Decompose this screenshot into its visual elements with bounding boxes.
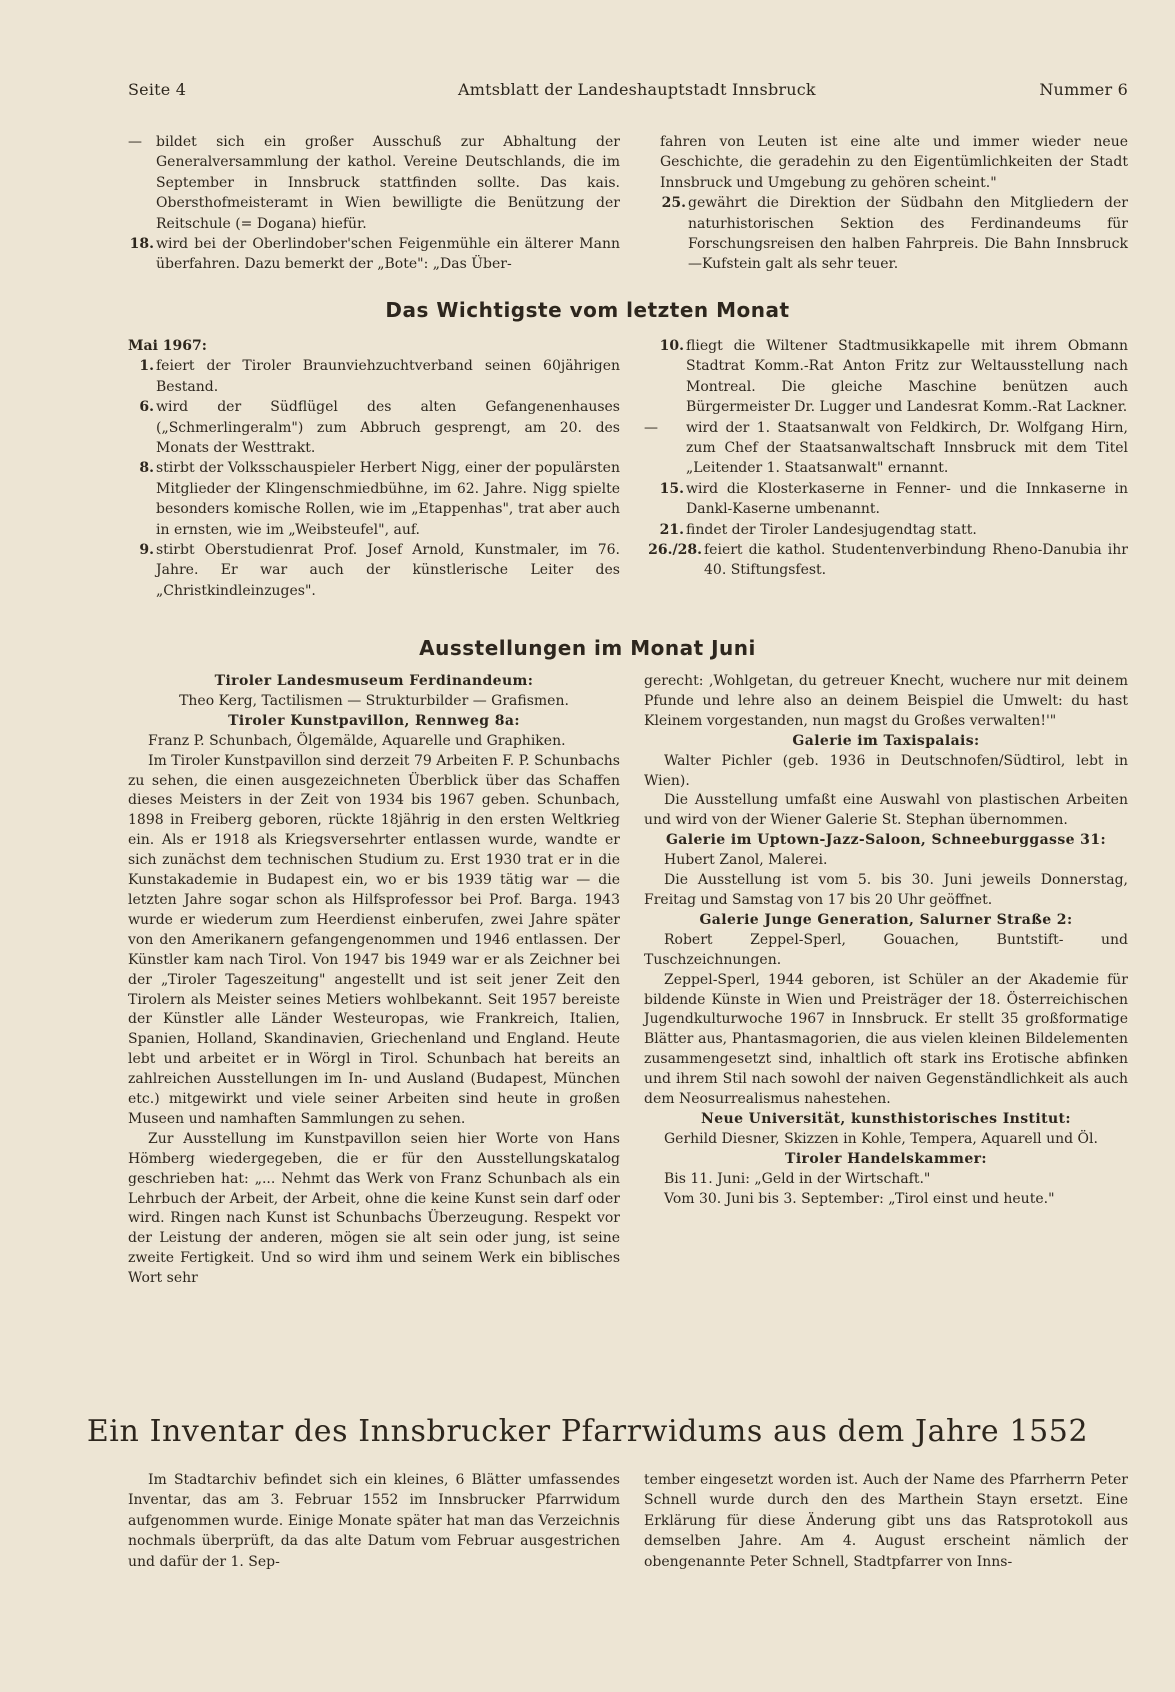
inventar-right-column <box>644 1470 1128 1572</box>
page-number: Seite 4 <box>128 80 187 99</box>
chronicle-entry: — bildet sich ein großer Ausschuß zur Abhaltung der Generalversammlung der kathol. Vereine Deutschlands, die im September in Innsbruck stattfinden sollte. Das kais. Obersthofmeisteramt in Wien bewilligte die Benützung der Reitschule (= Dogana) hiefür. <box>128 134 620 232</box>
chronicle-entry: 9. stirbt Oberstudienrat Prof. Josef Arnold, Kunstmaler, im 76. Jahre. Er war auch der künstlerische Leiter des „Christkindleinzuges". <box>139 542 620 599</box>
article-title-inventar: Ein Inventar des Innsbrucker Pfarrwidums aus dem Jahre 1552 <box>86 1414 1089 1449</box>
chronicle-entry: 1. feiert der Tiroler Braunviehzuchtverband seinen 60jährigen Bestand. <box>139 358 620 395</box>
venue-heading: Galerie Junge Generation, Salurner Straße 2: <box>699 911 1073 928</box>
exhibition-text: Zeppel-Sperl, 1944 geboren, ist Schüler an der Akademie für bildende Künste in Wien und Preisträger der 18. Österreichischen Jugendkulturwoche 1967 in Innsbruck. Er stellt 35 großformatige Blätter aus, Phantasmagorien, die aus vielen kleinen Bildelementen zusammengesetzt sind, inhaltlich oft stark ins Erotische abfinken und ihrem Stil nach sowohl der naiven Gegenständlichkeit als auch dem Neosurrealismus nahestehen. <box>644 971 1128 1108</box>
venue-heading: Galerie im Taxispalais: <box>792 732 980 749</box>
top-right-column <box>660 132 1128 275</box>
top-left-column <box>128 132 620 275</box>
chronicle-entry: 10. fliegt die Wiltener Stadtmusikkapelle mit ihrem Obmann Stadtrat Komm.-Rat Anton Fritz zur Weltausstellung nach Montreal. Die gleiche Maschine benützen auch Bürgermeister Dr. Lugger und Landesrat Komm.-Rat Lackner. <box>659 338 1128 416</box>
exhibition-text: Bis 11. Juni: „Geld in der Wirtschaft." <box>664 1170 931 1187</box>
inventar-left-column <box>128 1470 620 1572</box>
exhibition-text: Robert Zeppel-Sperl, Gouachen, Buntstift- und Tuschzeichnungen. <box>644 931 1128 968</box>
chronicle-entry: — wird der 1. Staatsanwalt von Feldkirch, Dr. Wolfgang Hirn, zum Chef der Staatsanwaltschaft Innsbruck mit dem Titel „Leitender 1. Staatsanwalt" ernannt. <box>644 419 1128 477</box>
venue-heading: Tiroler Landesmuseum Ferdinandeum: <box>214 673 534 689</box>
chronicle-entry: 6. wird der Südflügel des alten Gefangenenhauses („Schmerlingeralm") zum Abbruch gesprengt, am 20. des Monats der Westtrakt. <box>139 399 620 457</box>
exhibition-text: Gerhild Diesner, Skizzen in Kohle, Tempera, Aquarell und Öl. <box>664 1130 1098 1147</box>
section-title-wichtigste: Das Wichtigste vom letzten Monat <box>385 298 790 322</box>
exhibition-text: gerecht: ‚Wohlgetan, du getreuer Knecht, wuchere nur mit deinem Pfunde und lehre also an deinem Beispiel die Umwelt: du hast Kleinem vorgestanden, nun magst du Großes verwalten!'" <box>644 673 1128 729</box>
chronicle-entry: 18. wird bei der Oberlindober'schen Feigenmühle ein älterer Mann überfahren. Dazu bemerkt der „Bote": „Das Über- <box>129 236 620 273</box>
exhibition-text: Zur Ausstellung im Kunstpavillon seien hier Worte von Hans Hömberg wiedergegeben, die er für den Ausstellungskatalog geschrieben hat: „... Nehmt das Werk von Franz Schunbach als ein Lehrbuch der Arbeit, der Arbeit, ohne die keine Kunst sein darf oder wird. Ringen nach Kunst ist Schunbachs Überzeugung. Respekt vor der Leistung der anderen, mögen sie alt sein oder jung, ist seine zweite Fertigkeit. Und so wird ihm und seinem Werk ein biblisches Wort sehr <box>128 1130 620 1287</box>
chronicle-entry: 21. findet der Tiroler Landesjugendtag statt. <box>659 521 977 538</box>
venue-heading: Neue Universität, kunsthistorisches Institut: <box>701 1110 1071 1127</box>
chronicle-entry: 26./28. feiert die kathol. Studentenverbindung Rheno-Danubia ihr 40. Stiftungsfest. <box>648 542 1128 579</box>
page-header <box>128 80 1128 102</box>
venue-heading: Tiroler Handelskammer: <box>785 1150 987 1167</box>
exhibition-text: Theo Kerg, Tactilismen — Strukturbilder — Grafismen. <box>179 692 569 709</box>
exhibition-text: Die Ausstellung umfaßt eine Auswahl von plastischen Arbeiten und wird von der Wiener Galerie St. Stephan übernommen. <box>644 792 1128 829</box>
exhibition-text: Die Ausstellung ist vom 5. bis 30. Juni jeweils Donnerstag, Freitag und Samstag von 17 bis 20 Uhr geöffnet. <box>644 872 1128 908</box>
month-label: Mai 1967: <box>128 338 207 354</box>
section-title-ausstellungen: Ausstellungen im Monat Juni <box>419 636 756 660</box>
chronicle-entry: 25. gewährt die Direktion der Südbahn den Mitgliedern der naturhistorischen Sektion des Ferdinandeums für Forschungsreisen den halben Fahrpreis. Die Bahn Innsbruck—Kufstein galt als sehr teuer. <box>661 195 1128 273</box>
chronicle-entry: 8. stirbt der Volksschauspieler Herbert Nigg, einer der populärsten Mitglieder der Klingenschmiedbühne, im 62. Jahre. Nigg spielte besonders komische Rollen, wie im „Etappenhas", trat aber auch in ernsten, wie im „Weibsteufel", auf. <box>139 460 620 538</box>
exhibition-text: Walter Pichler (geb. 1936 in Deutschnofen/Südtirol, lebt in Wien). <box>644 752 1128 789</box>
chronicle-entry: 15. wird die Klosterkaserne in Fenner- und die Innkaserne in Dankl-Kaserne umbenannt. <box>659 480 1128 518</box>
exhibitions-left-column <box>128 672 620 1289</box>
venue-heading: Galerie im Uptown-Jazz-Saloon, Schneeburggasse 31: <box>665 832 1107 849</box>
exhibition-text: Im Tiroler Kunstpavillon sind derzeit 79 Arbeiten F. P. Schunbachs zu sehen, die einen ausgezeichneten Überblick über das Schaffen dieses Meisters in der Zeit von 1934 bis 1967 geben. Schunbach, 1898 in Freiberg geboren, rückte 18jährig in den ersten Weltkrieg ein. Als er 1918 als Kriegsversehrter entlassen wurde, wandte er sich zunächst dem technischen Studium zu. Erst 1930 trat er in die Kunstakademie in Budapest ein, wo er bis 1939 tätig war — die letzten Jahre sogar schon als Hilfsprofessor bei Prof. Barga. 1943 wurde er wiederum zum Heerdienst einberufen, zwei Jahre später von den Amerikanern gefangengenommen und 1946 entlassen. Der Künstler kam nach Tirol. Von 1947 bis 1949 war er als Zeichner bei der „Tiroler Tageszeitung" angestellt und ist seit jener Zeit den Tirolern als Meister seines Metiers wohlbekannt. Seit 1957 bereiste der Künstler alle Länder Westeuropas, wie Frankreich, Italien, Spanien, Holland, Skandinavien, Griechenland und England. Heute lebt und arbeitet er in Wörgl in Tirol. Schunbach hat bereits an zahlreichen Ausstellungen im In- und Ausland (Budapest, München etc.) mitgewirkt und viele seiner Arbeiten sind heute in großen Museen und namhaften Sammlungen zu sehen. <box>128 752 620 1127</box>
may-left-column <box>128 336 620 601</box>
article-text: Im Stadtarchiv befindet sich ein kleines, 6 Blätter umfassendes Inventar, das am 3. Februar 1552 im Innsbrucker Pfarrwidum aufgenommen wurde. Einige Monate später hat man das Verzeichnis nochmals überprüft, da das alte Datum vom Februar ausgestrichen und dafür der 1. Sep- <box>128 1472 620 1570</box>
publication-title: Amtsblatt der Landeshauptstadt Innsbruck <box>458 80 816 99</box>
article-text: tember eingesetzt worden ist. Auch der Name des Pfarrherrn Peter Schnell wurde durch den des Marthein Stayn ersetzt. Eine Erklärung für diese Änderung gibt uns das Ratsprotokoll aus demselben Jahre. Am 4. August erscheint nämlich der obengenannte Peter Schnell, Stadtpfarrer von Inns- <box>644 1472 1128 1570</box>
venue-heading: Tiroler Kunstpavillon, Rennweg 8a: <box>228 712 520 729</box>
exhibition-text: Hubert Zanol, Malerei. <box>664 852 828 869</box>
exhibitions-right-column <box>644 672 1128 1209</box>
may-right-column <box>644 336 1128 581</box>
issue-number: Nummer 6 <box>1039 80 1128 99</box>
chronicle-continuation: fahren von Leuten ist eine alte und immer wieder neue Geschichte, die geradehin zu den Eigentümlichkeiten der Stadt Innsbruck und Umgebung zu gehören scheint." <box>660 134 1128 191</box>
exhibition-text: Franz P. Schunbach, Ölgemälde, Aquarelle und Graphiken. <box>148 732 566 749</box>
exhibition-text: Vom 30. Juni bis 3. September: „Tirol einst und heute." <box>664 1190 1055 1207</box>
